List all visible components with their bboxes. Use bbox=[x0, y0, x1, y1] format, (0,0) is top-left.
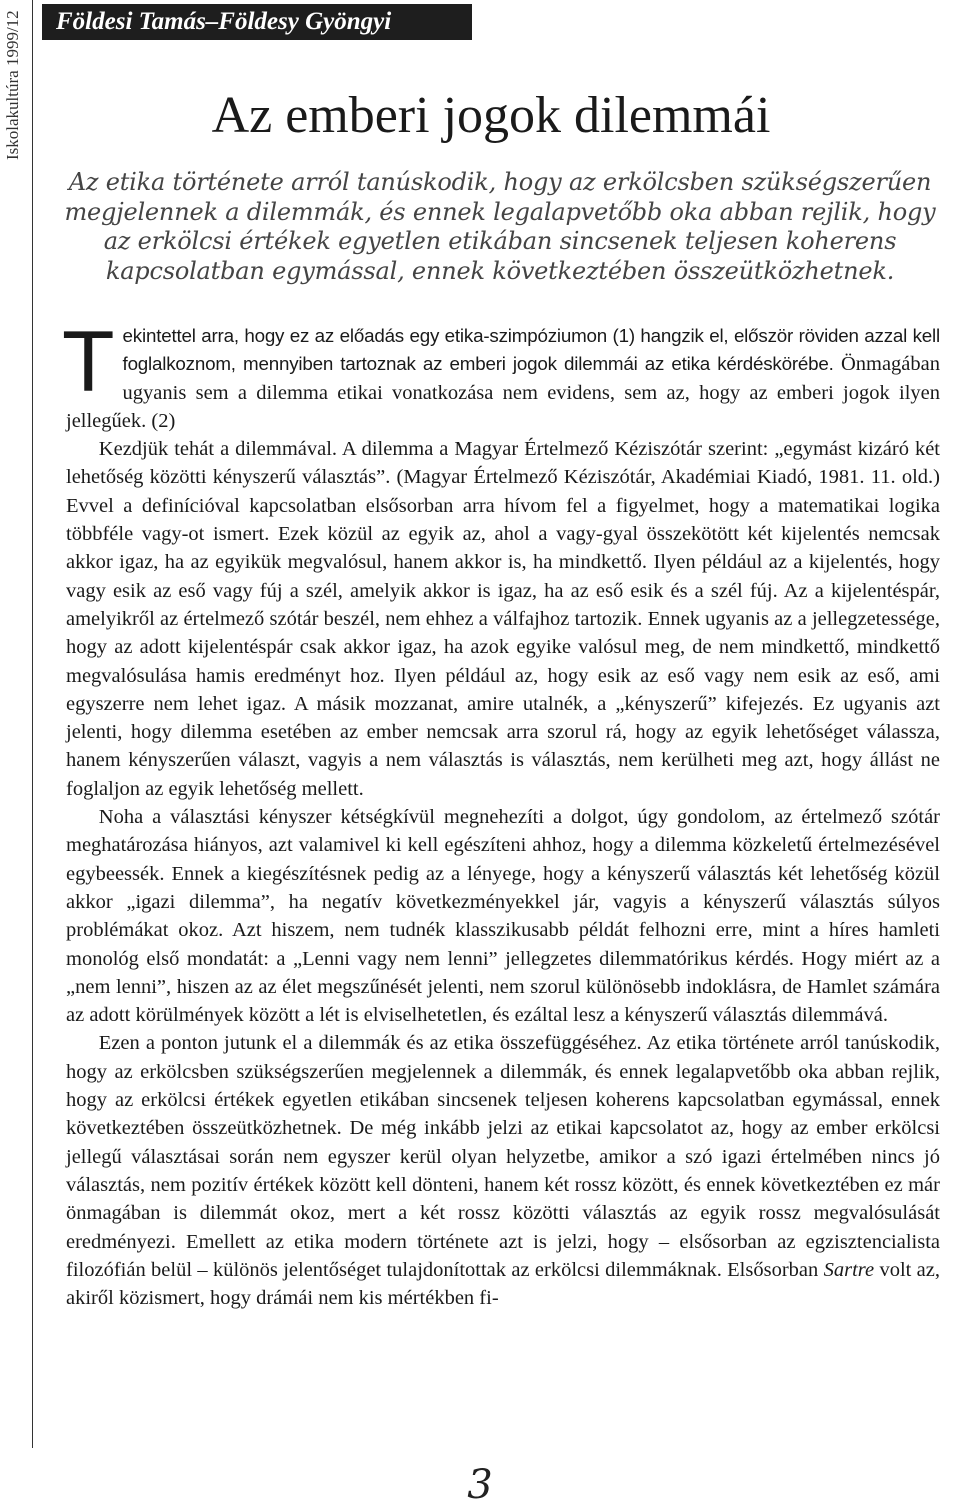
journal-issue-text: Iskolakultúra 1999/12 bbox=[3, 10, 22, 160]
drop-cap: T bbox=[62, 314, 115, 410]
paragraph-1-lead: ekintettel arra, hogy ez az előadás egy etika-szimpóziumon (1) hangzik el, először röviden azzal kell foglalkoznom, mennyiben tartoznak az emberi jogok dilemmái az etika kérdéskörébe. bbox=[122, 325, 940, 375]
article-body bbox=[62, 314, 941, 1312]
paragraph-3: Noha a választási kényszer kétségkívül megnehezíti a dolgot, úgy gondolom, az értelmező szótár meghatározása hiányos, azt valamivel ki kell egészíteni ahhoz, hogy a dilemma közkeletű értelmezésével egybeessék. Ennek a kiegészítésnek pedig az a lényege, hogy a kényszerű választás két lehetőség közül akkor „igazi dilemma”, ha negatív következményekkel jár, vagyis a kényszerű választás súlyos problémákat okoz. Azt hiszem, nem tudnék klasszikusabb példát felhozni erre, mint a híres hamleti monológ első mondatát: a „Lenni vagy nem lenni” jellegzetes dilemmatórikus kérdés. Hogy miért az a „nem lenni”, hiszen az az élet megszűnését jelenti, nem szorul különösebb indoklásra, de Hamlet számára az adott körülmények között a lét is elviselhetetlen, és ezáltal lesz a kényszerű választás dilemmává. bbox=[66, 806, 940, 1027]
paragraph-1-rest: Önmagában ugyanis sem a dilemma etikai vonatkozása nem evidens, sem az, hogy az emberi jogok ilyen jellegűek. (2) bbox=[66, 353, 940, 432]
paragraph-4 bbox=[66, 1029, 940, 1312]
paragraph-2: Kezdjük tehát a dilemmával. A dilemma a Magyar Értelmező Kéziszótár szerint: „egymást kizáró két lehetőség közötti kényszerű választás”. (Magyar Értelmező Kéziszótár, Akadémiai Kiadó, 1981. 11. old.) Evvel a definícióval kapcsolatban elsősorban arra hívom fel a figyelmet, hogy a matematikai logika többféle vagy-ot ismert. Ezek közül az egyik az, ahol a vagy-gyal összekötött két kijelentés nemcsak akkor igaz, ha az egyikük megvalósul, hanem akkor is, ha mindkettő. Ilyen például az a kijelentés, hogy vagy esik az eső vagy fúj a szél, amelyik akkor is igaz, ha az eső esik és a szél fúj. Az a kijelentéspár, amelyikről az értelmező szótár beszél, nem ehhez a válfajhoz tartozik. Ennek ugyanis az a jellegzetessége, hogy az adott kijelentéspár csak akkor igaz, ha azok egyike valósul meg, de nem mindkettő, mindkettő megvalósulása hamis eredményt hoz. Ilyen például az, hogy esik az eső vagy nem esik az eső, ami egyszerre nem lehet igaz. A másik mozzanat, amire utalnék, a „kényszerű” kifejezés. Ez ugyanis azt jelenti, hogy dilemma esetében az ember nemcsak arra szorul rá, hogy az egyik lehetőséget válassza, hanem kényszerűen választ, vagyis a nem választás is választás, nem kerülheti meg azt, hogy állást ne foglaljon az egyik lehetőség mellett. bbox=[66, 438, 940, 800]
author-banner: Földesi Tamás–Földesy Gyöngyi bbox=[42, 4, 472, 40]
page-number: 3 bbox=[467, 1462, 493, 1508]
journal-side-label bbox=[0, 0, 30, 1450]
paragraph-4-tail: volt az, akiről közismert, hogy drámái nem kis mértékben fi- bbox=[66, 1258, 941, 1310]
side-divider bbox=[32, 0, 33, 1448]
article-title: Az emberi jogok dilemmái bbox=[211, 87, 771, 144]
paragraph-1 bbox=[62, 314, 940, 435]
paragraph-4-text: Ezen a ponton jutunk el a dilemmák és az etika összefüggéséhez. Az etika története arról tanúskodik, hogy az erkölcsben szükségszerűen megjelennek a dilemmák, és ennek legalapvetőbb oka abban rejlik, hogy az erkölcsi értékek egyetlen etikában sincsenek teljesen koherens kapcsolatban egymással, ennek következtében összeütközhetnek. De még inkább jelzi az etikai kapcsolatot az, hogy az ember erkölcsi jellegű választásai során nem egyszer kerül olyan helyzetbe, amikor a szó igazi értelmében nincs jó választás, nem pozitív értékek között kell dönteni, hanem két rossz között, és ennek következtében ez már önmagában is dilemmát okoz, mert a két rossz közötti választás az egyik rossz megvalósulását eredményezi. Emellett az etika modern története azt is jelzi, hogy – elsősorban az egzisztencialista filozófián belül – különös jelentőséget tulajdonítottak az erkölcsi dilemmáknak. Elsősorban bbox=[66, 1032, 940, 1281]
sartre-name: Sartre bbox=[823, 1258, 875, 1281]
article-abstract: Az etika története arról tanúskodik, hogy az erkölcsben szükségszerűen megjelennek a dilemmák, és ennek legalapvetőbb oka abban rejlik, hogy az erkölcsi értékek egyetlen etikában sincsenek teljesen koherens kapcsolatban egymással, ennek következtében összeütközhetnek. bbox=[64, 168, 936, 285]
